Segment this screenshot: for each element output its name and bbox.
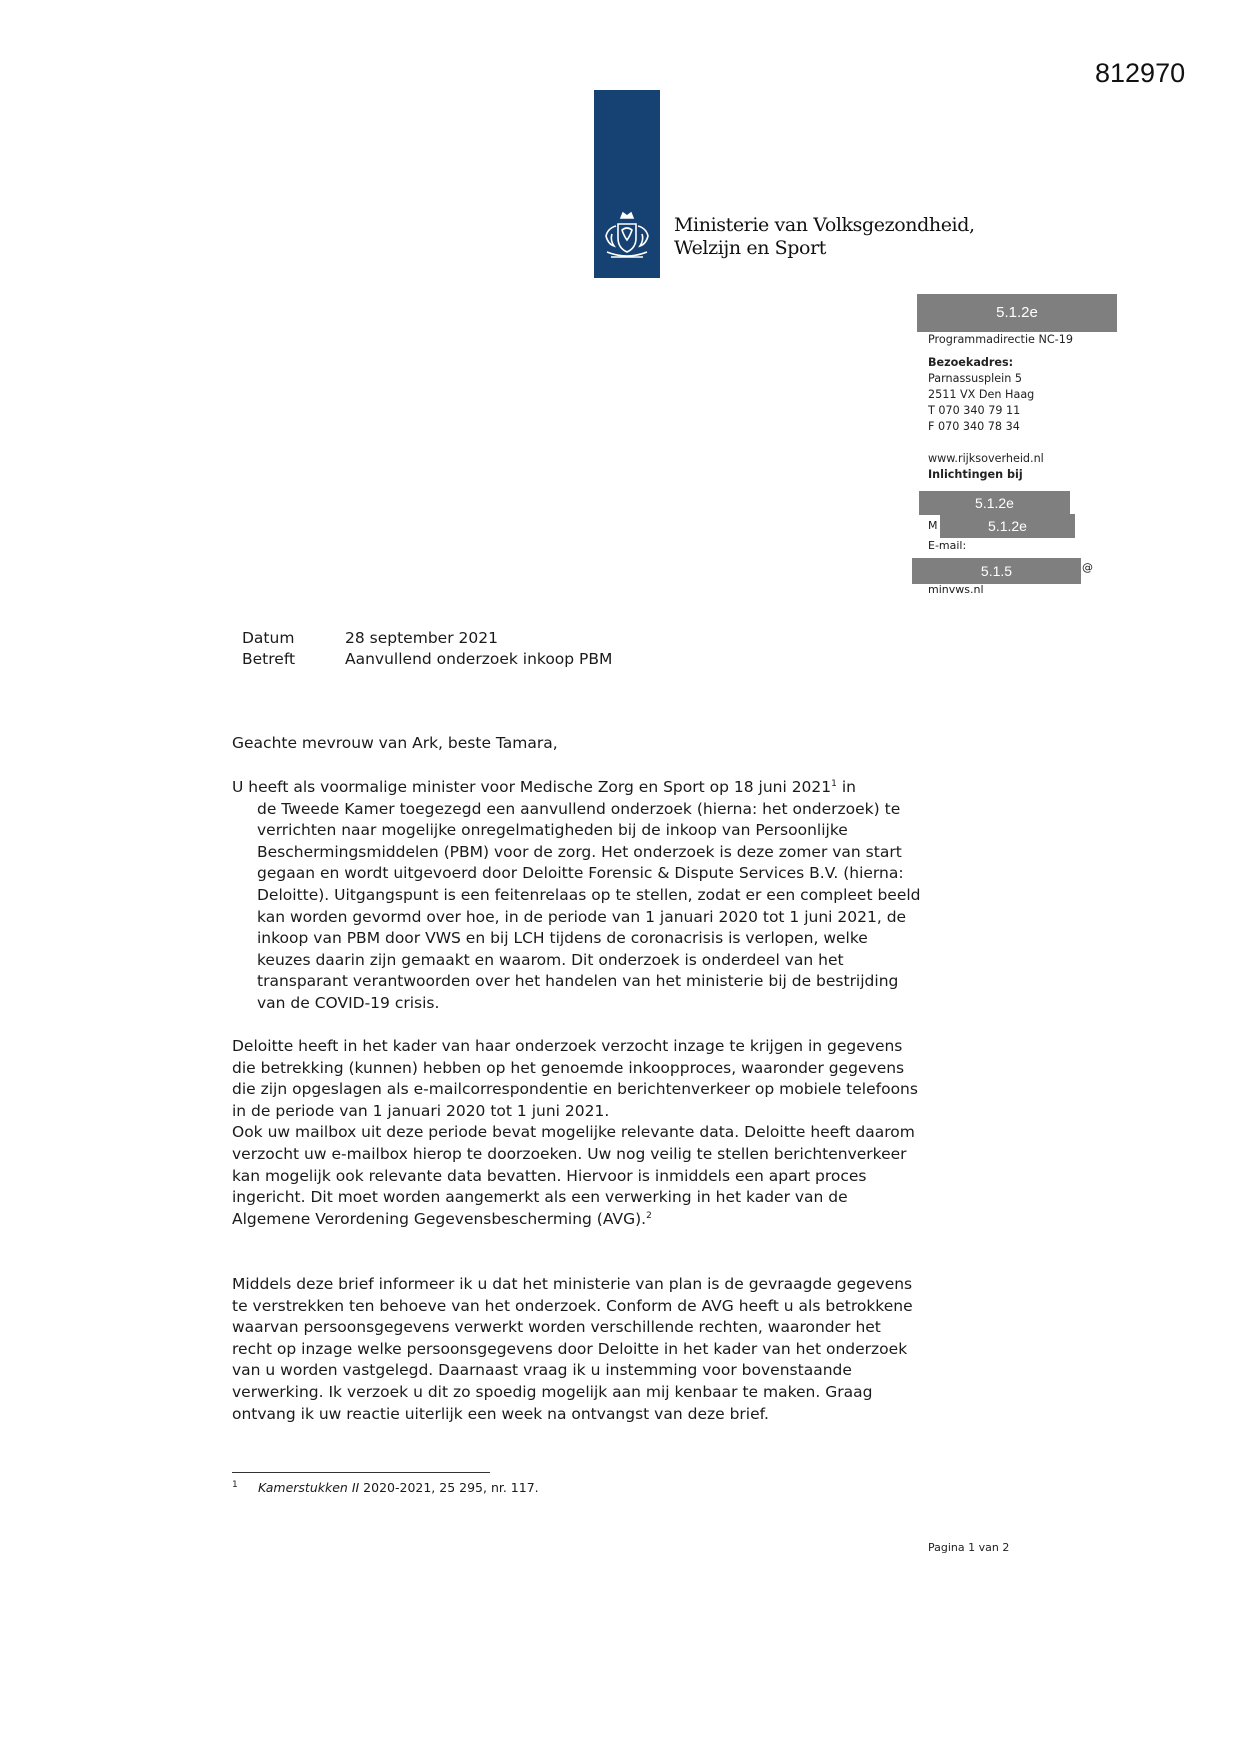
footnote-ref-1: 1: [831, 778, 837, 789]
footnote-source-italic: Kamerstukken II: [258, 1480, 360, 1496]
fax: F 070 340 78 34: [928, 420, 1020, 433]
redaction-block: 5.1.2e: [940, 514, 1075, 538]
rijkswapen-crest-icon: [597, 208, 657, 268]
redaction-block: 5.1.2e: [917, 294, 1117, 332]
ministry-name: [674, 214, 975, 260]
paragraph-2a: Deloitte heeft in het kader van haar onderzoek verzocht inzage te krijgen in gegevens die betrekking (kunnen) hebben op het genoemde inkoopproces, waaronder gegevens die zijn opgeslagen als e-mailcorrespondentie en berichtenverkeer op mobiele telefoons in de periode van 1 januari 2020 tot 1 juni 2021.: [232, 1037, 918, 1120]
page-number: Pagina 1 van 2: [928, 1541, 1010, 1554]
sender-sidebar: [928, 332, 1128, 483]
mobile-prefix: M: [928, 519, 938, 532]
paragraph-1: [232, 777, 922, 1015]
paragraph-1-rest: de Tweede Kamer toegezegd een aanvullend onderzoek (hierna: het onderzoek) te verrichten naar mogelijke onregelmatigheden bij de inkoop van Persoonlijke Beschermingsmiddelen (PBM) voor de zorg. Het onderzoek is deze zomer van start gegaan en wordt uitgevoerd door Deloitte Forensic & Dispute Services B.V. (hierna: Deloitte). Uitgangspunt is een feitenrelaas op te stellen, zodat er een compleet beeld kan worden gevormd over hoe, in de periode van 1 januari 2020 tot 1 juni 2021, de inkoop van PBM door VWS en bij LCH tijdens de coronacrisis is verlopen, welke keuzes daarin zijn gemaakt en waarom. Dit onderzoek is onderdeel van het transparant verantwoorden over het handelen van het ministerie bij de bestrijding van de COVID-19 crisis.: [257, 799, 921, 1012]
phone: T 070 340 79 11: [928, 404, 1021, 417]
street: Parnassusplein 5: [928, 372, 1022, 385]
subject-value: Aanvullend onderzoek inkoop PBM: [345, 650, 613, 668]
ministry-name-line2: Welzijn en Sport: [674, 237, 827, 259]
website: www.rijksoverheid.nl: [928, 452, 1044, 465]
email-at-sign: @: [1082, 561, 1093, 574]
redaction-block: 5.1.5: [912, 558, 1081, 584]
ministry-name-line1: Ministerie van Volksgezondheid,: [674, 214, 975, 236]
email-domain: minvws.nl: [928, 583, 984, 596]
date-value: 28 september 2021: [345, 629, 498, 647]
email-label: E-mail:: [928, 539, 967, 552]
document-number: 812970: [1095, 58, 1186, 88]
visit-address-label: Bezoekadres:: [928, 356, 1014, 369]
paragraph-2: [232, 1036, 922, 1230]
footnote-divider: [232, 1472, 490, 1473]
footnote-source-rest: 2020-2021, 25 295, nr. 117.: [359, 1480, 539, 1496]
paragraph-3: [232, 1274, 922, 1425]
subject-label: Betreft: [242, 650, 296, 668]
salutation: Geachte mevrouw van Ark, beste Tamara,: [232, 734, 558, 752]
paragraph-1-start: U heeft als voormalige minister voor Medische Zorg en Sport op 18 juni 2021: [232, 778, 832, 796]
footnote: [232, 1480, 539, 1495]
footnote-ref-2: 2: [646, 1210, 652, 1221]
info-label: Inlichtingen bij: [928, 468, 1023, 481]
department: Programmadirectie NC-19: [928, 333, 1073, 346]
date-label: Datum: [242, 629, 295, 647]
redaction-block: 5.1.2e: [919, 491, 1070, 515]
paragraph-3-text: Middels deze brief informeer ik u dat het ministerie van plan is de gevraagde gegevens te verstrekken ten behoeve van het onderzoek. Conform de AVG heeft u als betrokkene waarvan persoonsgegevens verwerkt worden verschillende rechten, waaronder het recht op inzage welke persoonsgegevens door Deloitte in het kader van het onderzoek van u worden vastgelegd. Daarnaast vraag ik u instemming voor bovenstaande verwerking. Ik verzoek u dit zo spoedig mogelijk aan mij kenbaar te maken. Graag ontvang ik uw reactie uiterlijk een week na ontvangst van deze brief.: [232, 1275, 913, 1423]
footnote-number: 1: [232, 1480, 238, 1490]
paragraph-1-first-end: in: [836, 778, 856, 796]
letter-meta: [242, 628, 612, 670]
postcode-city: 2511 VX Den Haag: [928, 388, 1035, 401]
paragraph-2b: Ook uw mailbox uit deze periode bevat mogelijke relevante data. Deloitte heeft daarom verzocht uw e-mailbox hierop te doorzoeken. Uw nog veilig te stellen berichtenverkeer kan mogelijk ook relevante data bevatten. Hiervoor is inmiddels een apart proces ingericht. Dit moet worden aangemerkt als een verwerking in het kader van de Algemene Verordening Gegevensbescherming (AVG).: [232, 1123, 915, 1228]
